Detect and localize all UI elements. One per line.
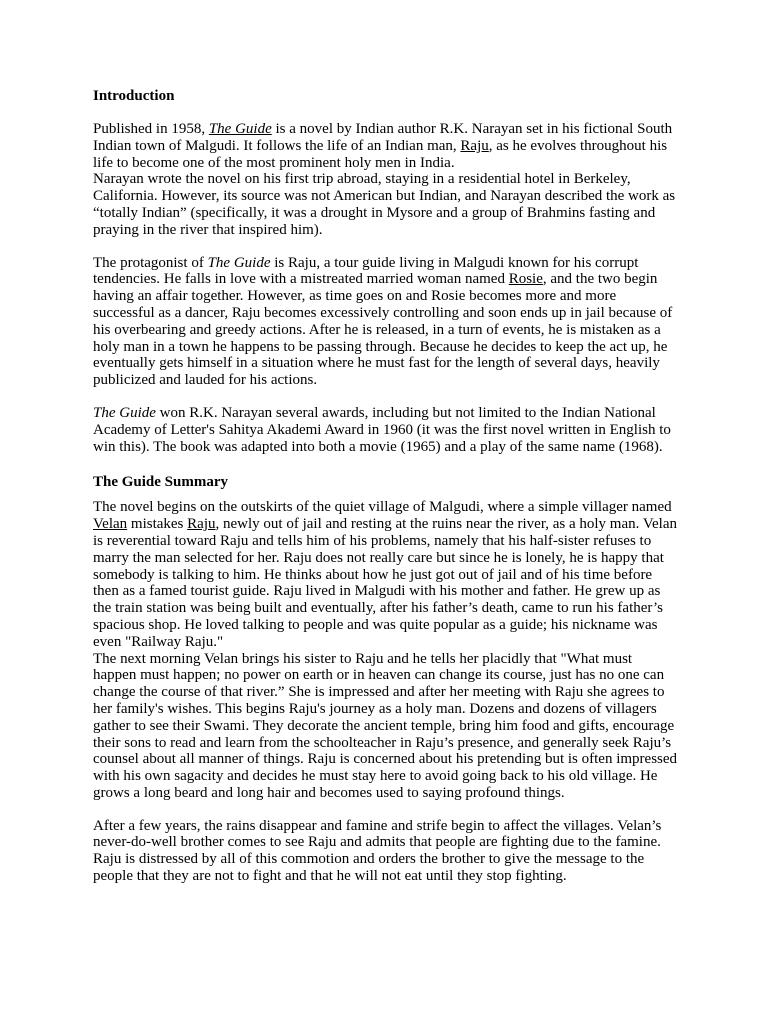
text-run: , newly out of jail and resting at the ruins near the river, as a holy man. Velan is reverential toward Raju and tells him of his problems, namely that his half-sister refuses to marry the man selected for her. Raju does not really care but since he is lonely, he is happy that somebody is talking to him. He thinks about how he just got out of jail and of his time before then as a famed tourist guide. Raju lived in Malgudi with his mother and father. He grew up as the train station was being built and eventually, after his father’s death, came to run his father’s spacious shop. He loved talking to people and was quite popular as a guide; his nickname was even "Railway Raju." xyxy=(93,516,677,650)
velan-link[interactable]: Velan xyxy=(93,516,128,533)
text-run: The novel begins on the outskirts of the quiet village of Malgudi, where a simple villager named xyxy=(93,499,672,516)
paragraph-summary-opening xyxy=(93,499,678,650)
text-run: The protagonist of xyxy=(93,254,208,271)
paragraph-awards xyxy=(93,405,678,455)
book-title: The Guide xyxy=(207,254,271,271)
raju-link[interactable]: Raju xyxy=(460,137,489,154)
introduction-heading: Introduction xyxy=(93,88,175,104)
paragraph-origin: Narayan wrote the novel on his first trip abroad, staying in a residential hotel in Berkeley, California. However, its source was not American but Indian, and Narayan described the work as “totally Indian” (specifically, it was a drought in Mysore and a group of Brahmins fasting and praying in the river that inspired him). xyxy=(93,171,676,238)
text-run: won R.K. Narayan several awards, including but not limited to the Indian National Academy of Letter's Sahitya Akademi Award in 1960 (it was the first novel written in English to win this). The book was adapted into both a movie (1965) and a play of the same name (1968). xyxy=(93,404,671,455)
raju-link-2[interactable]: Raju xyxy=(187,516,216,533)
paragraph-publication xyxy=(93,121,678,171)
book-title: The Guide xyxy=(93,404,156,421)
paragraph-next-morning: The next morning Velan brings his sister to Raju and he tells her placidly that "What must happen must happen; no power on earth or in heaven can change its course, just has no one can change the course of that river.” She is impressed and after her meeting with Raju she agrees to her family's wishes. This begins Raju's journey as a holy man. Dozens and dozens of villagers gather to see their Swami. They decorate the ancient temple, bring him food and gifts, encourage their sons to read and learn from the schoolteacher in Raju’s presence, and generally seek Raju’s counsel about all manner of things. Raju is concerned about his pretending but is often impressed with his own sagacity and decides he must stay here to avoid going back to his old village. He grows a long beard and long hair and becomes used to saying profound things. xyxy=(93,650,678,801)
paragraph-famine: After a few years, the rains disappear and famine and strife begin to affect the villages. Velan’s never-do-well brother comes to see Raju and admits that people are fighting due to the famine. Raju is distressed by all of this commotion and orders the brother to give the message to the people that they are not to fight and that he will not eat until they stop fighting. xyxy=(93,817,662,885)
text-run: , and the two begin having an affair together. However, as time goes on and Rosie becomes more and more successful as a dancer, Raju becomes excessively controlling and soon ends up in jail because of his overbearing and greedy actions. After he is released, in a turn of events, he is mistaken as a holy man in a town he happens to be passing through. Because he decides to keep the act up, he eventually gets himself in a situation where he must fast for the length of several days, heavily publicized and lauded for his actions. xyxy=(93,271,673,389)
text-run: , as he evolves throughout his life to become one of the most prominent holy men in India. xyxy=(93,137,668,171)
rosie-link[interactable]: Rosie xyxy=(508,271,543,288)
the-guide-link[interactable]: The Guide xyxy=(208,121,272,137)
summary-heading: The Guide Summary xyxy=(93,474,229,491)
text-run: is Raju, a tour guide living in Malgudi known for his corrupt tendencies. He falls in love with a mistreated married woman named xyxy=(93,254,639,288)
text-run: Published in 1958, xyxy=(93,121,209,137)
text-run: mistakes xyxy=(127,516,188,533)
text-run: is a novel by Indian author R.K. Narayan set in his fictional South Indian town of Malgudi. It follows the life of an Indian man, xyxy=(93,121,673,154)
paragraph-protagonist xyxy=(93,255,678,389)
